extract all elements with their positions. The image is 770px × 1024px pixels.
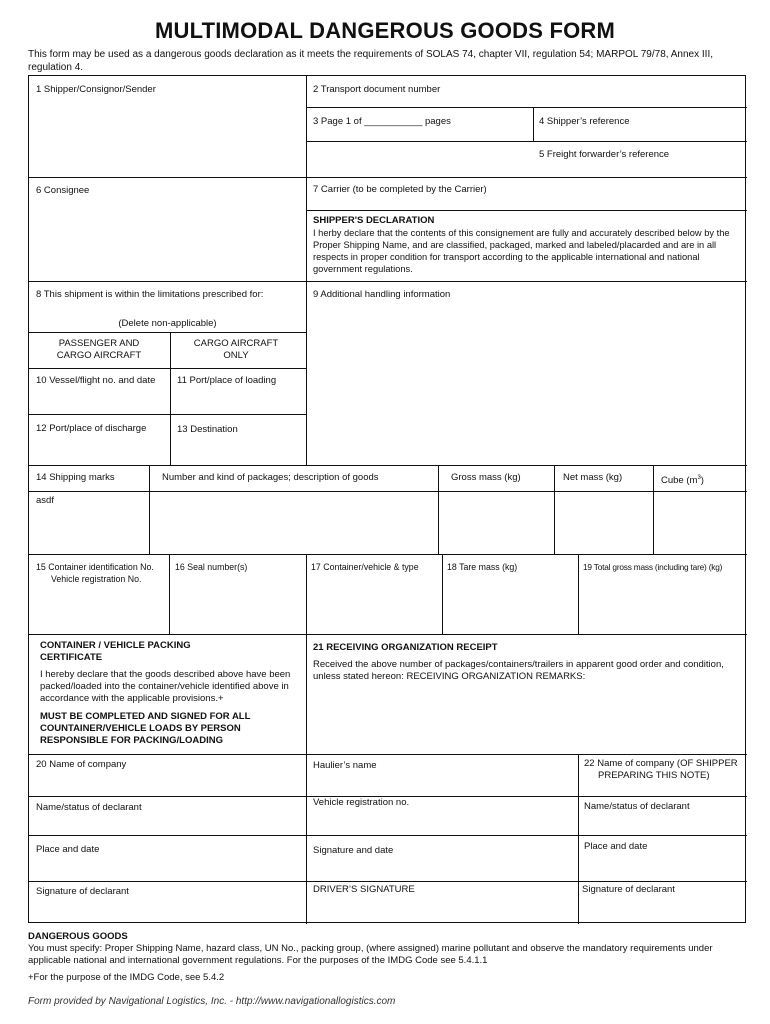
dangerous-goods-title: DANGEROUS GOODS (28, 931, 128, 942)
line (169, 554, 170, 634)
box19-total-gross-label: 19 Total gross mass (including tare) (kg) (583, 562, 723, 572)
line (170, 332, 171, 465)
line (29, 281, 747, 282)
receipt-text: Received the above number of packages/containers/trailers in apparent good order and condition, unless stated hereon: RECEIVING ORGANIZATION REMARKS: (313, 659, 724, 682)
packing-certificate-title: CONTAINER / VEHICLE PACKING CERTIFICATE (40, 640, 191, 663)
line (554, 465, 555, 554)
delete-non-applicable-note: (Delete non-applicable) (118, 318, 217, 329)
box22-company-label-cont: PREPARING THIS NOTE) (598, 770, 710, 781)
line (533, 107, 534, 141)
shipper-declaration-text: I herby declare that the contents of this consignement are fully and accurately described below by the Proper Shipping Name, and are classified, packaged, marked and labeled/placarded and are in all respects in proper condition for transport according to the applicable international and national government regulations. (313, 228, 730, 274)
box12-discharge-label: 12 Port/place of discharge (36, 423, 147, 434)
imdg-note: +For the purpose of the IMDG Code, see 5.4.2 (28, 972, 225, 983)
box1-shipper-label: 1 Shipper/Consignor/Sender (36, 84, 156, 95)
vehicle-registration-label: Vehicle registration no. (313, 797, 410, 808)
right-signature-label: Signature of declarant (582, 884, 675, 895)
box4-shipper-ref-label: 4 Shipper’s reference (539, 116, 630, 127)
box7-carrier-label: 7 Carrier (to be completed by the Carrier) (313, 184, 487, 195)
left-declarant-status-label: Name/status of declarant (36, 802, 142, 813)
right-declarant-status-label: Name/status of declarant (584, 801, 690, 812)
driver-signature-label: DRIVER’S SIGNATURE (313, 884, 415, 895)
form-intro: This form may be used as a dangerous goods declaration as it meets the requirements of SOLAS 74, chapter VII, regulation 54; MARPOL 79/78, Annex III, regulation 4. (28, 49, 714, 73)
cube-header: Cube $(m^3)$ (661, 475, 704, 487)
box17-container-type-label: 17 Container/vehicle & type (311, 562, 419, 572)
line (306, 107, 747, 108)
box20-company-label: 20 Name of company (36, 759, 127, 770)
box22-company-label: 22 Name of company (OF SHIPPER (584, 758, 738, 769)
line (29, 554, 747, 555)
footer-credit: Form provided by Navigational Logistics, Inc. - http://www.navigationallogistics.com (28, 996, 396, 1007)
line (653, 465, 654, 554)
goods-description-header: Number and kind of packages; description of goods (162, 472, 379, 483)
shipping-marks-value[interactable]: asdf (36, 495, 54, 506)
line (438, 465, 439, 554)
line (306, 210, 747, 211)
box16-seal-label: 16 Seal number(s) (175, 562, 248, 572)
box11-loading-label: 11 Port/place of loading (177, 375, 277, 386)
line (442, 554, 443, 634)
box10-vessel-label: 10 Vessel/flight no. and date (36, 375, 156, 386)
left-place-date-label: Place and date (36, 844, 100, 855)
form-frame (28, 75, 746, 923)
shipping-marks-header: 14 Shipping marks (36, 472, 115, 483)
box8-limitations-label: 8 This shipment is within the limitations prescribed for: (36, 289, 264, 300)
line (29, 491, 747, 492)
line (29, 332, 306, 333)
box13-destination-label: 13 Destination (177, 424, 238, 435)
form-title: MULTIMODAL DANGEROUS GOODS FORM (154, 18, 616, 43)
haulier-name-label: Haulier’s name (313, 760, 377, 771)
box9-handling-label: 9 Additional handling information (313, 289, 451, 300)
line (149, 465, 150, 554)
box3-page-label: 3 Page 1 of ___________ pages (313, 116, 451, 127)
gross-mass-header: Gross mass (kg) (451, 472, 521, 483)
box5-forwarder-ref-label: 5 Freight forwarder’s reference (539, 149, 670, 160)
passenger-cargo-aircraft-option[interactable]: PASSENGER AND CARGO AIRCRAFT (56, 338, 142, 361)
net-mass-header: Net mass (kg) (563, 472, 623, 483)
right-place-date-label: Place and date (584, 841, 648, 852)
line (306, 76, 307, 466)
line (29, 634, 747, 635)
box6-consignee-label: 6 Consignee (36, 185, 90, 196)
line (306, 141, 747, 142)
cargo-aircraft-only-option[interactable]: CARGO AIRCRAFT ONLY (193, 338, 279, 361)
line (578, 554, 579, 634)
line (29, 754, 747, 755)
line (29, 368, 306, 369)
box2-transport-doc-label: 2 Transport document number (313, 84, 441, 95)
line (578, 754, 579, 924)
line (29, 414, 306, 415)
line (29, 465, 747, 466)
dangerous-goods-text: You must specify: Proper Shipping Name, hazard class, UN No., packing group, (where assigned) marine pollutant and observe the mandatory requirements under applicable national and international government regulations. For the purposes of the IMDG Code see 5.4.1.1 (28, 943, 713, 966)
receipt-title: 21 RECEIVING ORGANIZATION RECEIPT (313, 642, 498, 653)
packing-certificate-text: I hereby declare that the goods described above have been packed/loaded into the container/vehicle identified above in accordance with the applicable provisions.+ (40, 669, 291, 704)
shipper-declaration-title: SHIPPER'S DECLARATION (313, 215, 435, 226)
left-signature-label: Signature of declarant (36, 886, 129, 897)
signature-date-label: Signature and date (313, 845, 394, 856)
packing-certificate-must: MUST BE COMPLETED AND SIGNED FOR ALL COUNTAINER/VEHICLE LOADS BY PERSON RESPONSIBLE FOR PACKING/LOADING (40, 711, 251, 746)
box15-container-id-label: 15 Container identification No. (36, 562, 154, 572)
line (29, 881, 747, 882)
line (29, 835, 747, 836)
line (306, 554, 307, 924)
box15-vehicle-reg-label: Vehicle registration No. (51, 574, 142, 584)
line (29, 177, 747, 178)
box18-tare-label: 18 Tare mass (kg) (447, 562, 518, 572)
